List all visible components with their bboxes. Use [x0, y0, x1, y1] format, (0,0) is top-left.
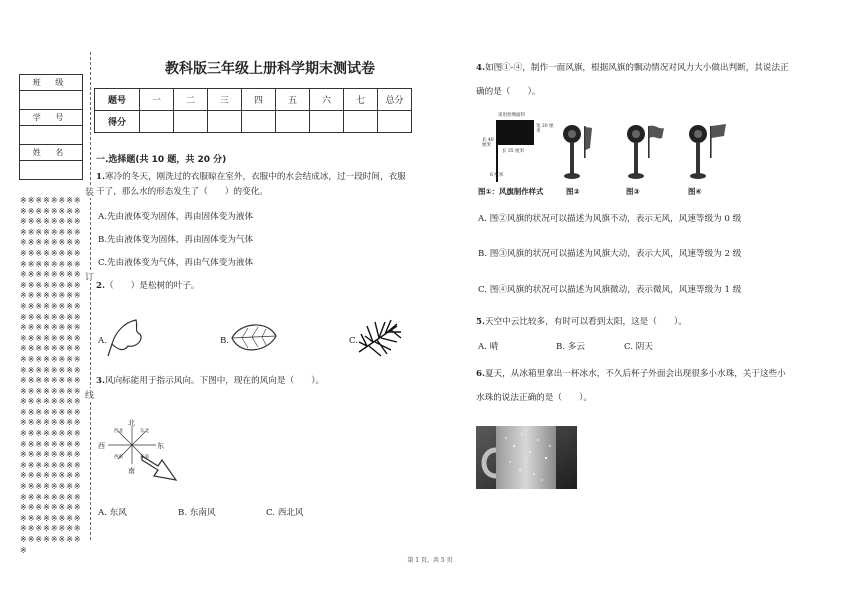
- score-col: 四: [242, 89, 276, 111]
- score-cell[interactable]: [174, 111, 208, 133]
- binding-char-xian: 线: [85, 388, 94, 401]
- question-text: 干了，那么水的形态发生了（ ）的变化。: [96, 187, 268, 197]
- q1-option-b[interactable]: B.先由液体变为固体，再由固体变为气体: [98, 235, 254, 245]
- question-4: [476, 56, 826, 104]
- question-text: 风向标能用于指示风向。下图中，现在的风向是（ ）。: [104, 376, 325, 386]
- score-col-total: 总分: [378, 89, 412, 111]
- class-field[interactable]: [20, 91, 83, 110]
- broad-leaf-icon: [228, 318, 280, 358]
- score-col: 三: [208, 89, 242, 111]
- fan-still-flag-icon: [558, 120, 604, 182]
- score-cell[interactable]: [208, 111, 242, 133]
- binding-char-zhuang: 装: [85, 185, 94, 198]
- section-heading: 一.选择题(共 10 题，共 20 分): [96, 155, 227, 165]
- question-number: 1.: [96, 172, 105, 182]
- q3-option-b[interactable]: B. 东南风: [178, 508, 216, 518]
- fan-flapping-flag-icon: [622, 120, 668, 182]
- question-number: 6.: [476, 369, 485, 379]
- binding-line: [90, 52, 91, 540]
- score-col: 六: [310, 89, 344, 111]
- question-text: 夏天，从冰箱里拿出一杯冰水，不久后杯子外面会出现很多小水珠，关于这些小: [484, 369, 786, 379]
- score-col: 五: [276, 89, 310, 111]
- compass-west: 西: [98, 442, 105, 450]
- ginkgo-leaf-icon: [106, 316, 150, 358]
- decorative-pattern: ※※※※※※※※※※※※※※※※※※※※※※※※※※※※※※※※※※※※※※※※※※※※※※※※※※※※※※※※※※※※※※※※※※※※※※※※※※※※※※※※※※※※※※※※※※※※※※※※※※※※※※※※※※※※※※※※※※※※※※※※※※※※※※※※※※※※※※※※※※※※※※※※※※※※※※※※※※※※※※※※※※※※※※※※※※※※※※※※※※※※※※※※※※※※※※※※※※※※※※※※※※※※※※※※※※※※※※※※※※※※※※※※※※※※※※※※※※※※※※※※※※※※※※※※※※※※※※※※※※※※※※※※※: [20, 196, 82, 555]
- q1-option-c[interactable]: C.先由液体变为气体，再由气体变为液体: [98, 258, 254, 268]
- q4-option-a[interactable]: A. 图②风旗的状况可以描述为风旗不动，表示无风，风速等级为 0 级: [478, 214, 742, 224]
- fig1-base-label: 6 厘米: [490, 173, 504, 178]
- question-3: [96, 374, 324, 389]
- question-number-header: 题号: [95, 89, 140, 111]
- score-cell[interactable]: [310, 111, 344, 133]
- question-1: [96, 170, 441, 200]
- pine-needles-icon: [357, 318, 403, 358]
- q2-option-a[interactable]: A.: [98, 336, 107, 346]
- fig4-caption: 图④: [688, 187, 702, 196]
- question-number: 3.: [96, 376, 105, 386]
- score-cell[interactable]: [140, 111, 174, 133]
- question-number: 5.: [476, 317, 485, 327]
- compass-southeast: 东南: [140, 455, 149, 460]
- cold-cup-photo: [476, 426, 577, 489]
- fig1-length-label: 长 35 厘米: [502, 149, 525, 154]
- name-field[interactable]: [20, 161, 83, 180]
- fig1-width-label: 宽 20 厘米: [536, 124, 554, 134]
- q3-option-a[interactable]: A. 东风: [98, 508, 127, 518]
- fig1-pole-length-label: 长 40 厘米: [482, 138, 494, 148]
- score-cell[interactable]: [242, 111, 276, 133]
- score-col: 二: [174, 89, 208, 111]
- compass-east: 东: [157, 442, 164, 450]
- question-5: [476, 315, 687, 330]
- score-cell[interactable]: [344, 111, 378, 133]
- binding-char-ding: 订: [85, 270, 94, 283]
- student-number-field[interactable]: [20, 126, 83, 145]
- q5-option-c[interactable]: C. 阴天: [624, 342, 653, 352]
- page-footer: 第 1 页，共 5 页: [407, 557, 453, 564]
- fig2-caption: 图②: [566, 187, 580, 196]
- question-2: [96, 279, 200, 294]
- name-label: 姓 名: [20, 145, 83, 161]
- flag-rectangle: [496, 120, 534, 145]
- q5-option-a[interactable]: A. 晴: [478, 342, 499, 352]
- q2-option-c[interactable]: C.: [349, 336, 359, 346]
- compass-northwest: 西北: [114, 429, 123, 434]
- class-label: 班 级: [20, 75, 83, 91]
- page-title: 教科版三年级上册科学期末测试卷: [165, 61, 375, 77]
- student-info-table: [19, 74, 83, 180]
- score-table: [94, 88, 412, 133]
- question-text: 寒冷的冬天，刚洗过的衣服晾在室外，衣服中的水会结成冰，过一段时间，衣服: [104, 172, 406, 182]
- fig3-caption: 图③: [626, 187, 640, 196]
- question-number: 2.: [96, 281, 105, 291]
- fan-waving-flag-icon: [684, 120, 730, 182]
- q2-option-b[interactable]: B.: [220, 336, 230, 346]
- q1-option-a[interactable]: A.先由液体变为固体，再由固体变为液体: [98, 212, 254, 222]
- score-col: 一: [140, 89, 174, 111]
- compass-north: 北: [128, 419, 135, 427]
- score-col: 七: [344, 89, 378, 111]
- question-text: 确的是（ ）。: [476, 87, 541, 97]
- fig1-caption: 图①：风旗制作样式: [478, 187, 544, 196]
- compass-southwest: 西南: [114, 455, 123, 460]
- question-text: 如图①-④，制作一面风旗，根据风旗的飘动情况对风力大小做出判断，其说法正: [484, 63, 789, 73]
- question-6: [476, 362, 826, 410]
- score-row-header: 得分: [95, 111, 140, 133]
- score-cell[interactable]: [378, 111, 412, 133]
- question-text: 天空中云比较多，有时可以看到太阳，这是（ ）。: [484, 317, 687, 327]
- q3-option-c[interactable]: C. 西北风: [266, 508, 304, 518]
- score-cell[interactable]: [276, 111, 310, 133]
- q4-option-c[interactable]: C. 图④风旗的状况可以描述为风旗微动，表示微风，风速等级为 1 级: [478, 285, 742, 295]
- compass-northeast: 东北: [140, 429, 149, 434]
- q4-option-b[interactable]: B. 图③风旗的状况可以描述为风旗大动，表示大风，风速等级为 2 级: [478, 249, 742, 259]
- question-text: （ ）是松树的叶子。: [104, 281, 200, 291]
- question-text: 水珠的说法正确的是（ ）。: [476, 393, 593, 403]
- student-number-label: 学 号: [20, 110, 83, 126]
- question-number: 4.: [476, 63, 485, 73]
- fig1-material-label: 采用丝绸面料: [498, 113, 525, 118]
- q5-option-b[interactable]: B. 多云: [556, 342, 585, 352]
- compass-south: 南: [128, 467, 135, 475]
